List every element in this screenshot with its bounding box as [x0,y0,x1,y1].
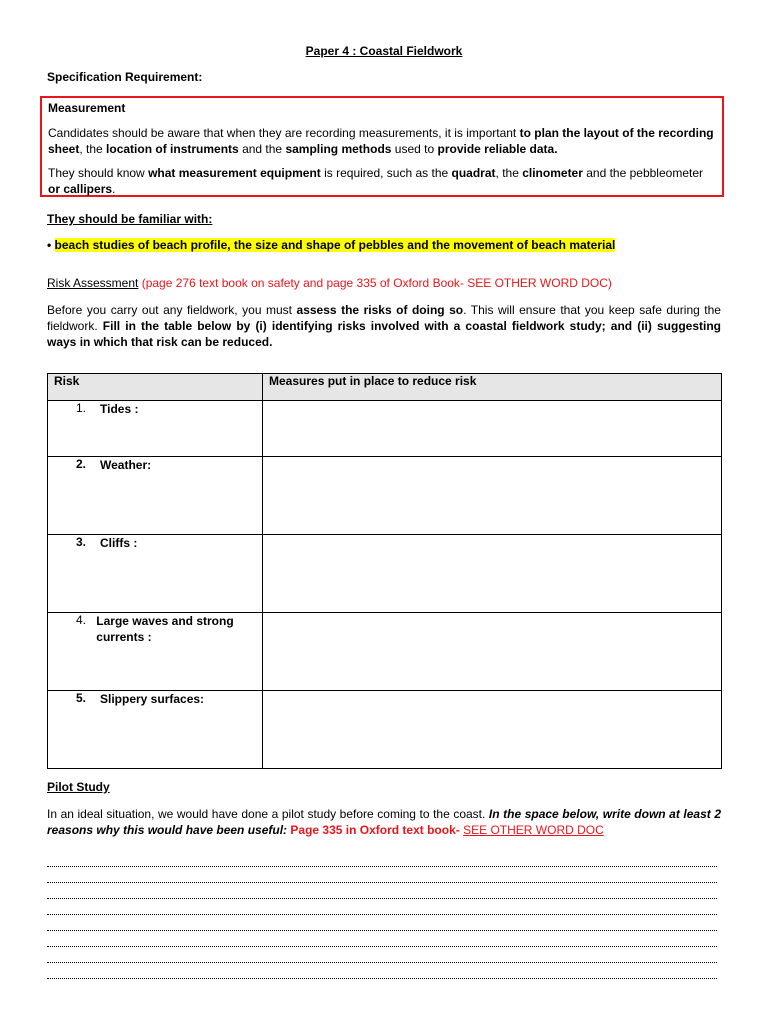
text-run: used to [391,142,438,156]
text-run-bold: sampling methods [285,142,392,156]
row-label: Large waves and strong currents : [96,614,234,644]
table-row [48,401,722,457]
text-run: Before you carry out any fieldwork, you must [47,303,297,317]
text-run-bold: to plan the layout of the recording sheet [48,126,714,156]
risk-cell [48,691,263,769]
red-underlined-reference: SEE OTHER WORD DOC [463,823,604,837]
text-run-bold: quadrat [451,166,496,180]
text-run: . [112,182,116,196]
text-run: Candidates should be aware that when they are recording measurements, it is important [48,126,520,140]
red-reference: Page 335 in Oxford text book- [290,823,464,837]
risk-intro [47,302,721,350]
text-run: . This will ensure that you keep safe during the fieldwork. [47,303,721,333]
pilot-study-text [47,806,721,838]
risk-assessment-heading [47,276,612,290]
row-label: Weather: [100,458,152,472]
risk-table [47,373,722,769]
text-run-bold: clinometer [522,166,583,180]
risk-heading-note: (page 276 text book on safety and page 335 of Oxford Book- SEE OTHER WORD DOC) [138,276,612,290]
answer-line[interactable] [47,899,717,915]
measurement-heading: Measurement [48,101,126,115]
answer-line[interactable] [47,867,717,883]
risk-cell [48,613,263,691]
page-title: Paper 4 : Coastal Fieldwork [305,44,463,58]
row-number: 2. [76,457,87,471]
answer-line[interactable] [47,851,717,867]
bullet-mark: • [47,238,55,252]
measures-cell[interactable] [263,691,722,769]
risk-cell [48,535,263,613]
bullet-item [47,238,615,252]
text-run-bold: Fill in the table below by (i) identifying risks involved with a coastal fieldwork study; and (ii) suggesting ways in which that risk can be reduced. [47,319,721,349]
pilot-study-heading: Pilot Study [47,780,110,794]
text-run: and the [238,142,286,156]
text-run: is required, such as the [320,166,452,180]
text-run-bold: assess the risks of doing so [296,303,464,317]
measurement-paragraph-2 [48,165,716,197]
column-header-risk: Risk [48,374,263,401]
measures-cell[interactable] [263,457,722,535]
text-run-bold: or callipers [48,182,113,196]
row-number: 1. [76,401,87,415]
answer-line[interactable] [47,931,717,947]
table-header-row [48,374,722,401]
text-run: In an ideal situation, we would have done a pilot study before coming to the coast. [47,807,489,821]
measures-cell[interactable] [263,535,722,613]
row-label: Cliffs : [100,536,138,550]
highlighted-text: beach studies of beach profile, the size and shape of pebbles and the movement of beach material [54,238,616,252]
measurement-box [40,96,724,197]
table-row [48,691,722,769]
row-label: Tides : [100,402,139,416]
text-run: They should know [48,166,149,180]
answer-line[interactable] [47,963,717,979]
table-row [48,457,722,535]
measurement-paragraph-1 [48,125,716,157]
measures-cell[interactable] [263,613,722,691]
answer-line[interactable] [47,947,717,963]
answer-line[interactable] [47,883,717,899]
spec-heading: Specification Requirement: [47,70,203,84]
text-run-bold-italic: In the space below, write down at least 2 reasons why this would have been useful: [47,807,721,837]
risk-cell [48,401,263,457]
row-number: 5. [76,691,87,705]
answer-lines[interactable] [47,851,717,979]
text-run-bold: what measurement equipment [148,166,321,180]
familiar-heading: They should be familiar with: [47,212,213,226]
text-run: and the pebbleometer [582,166,703,180]
risk-heading-label: Risk Assessment [47,276,139,290]
measures-cell[interactable] [263,401,722,457]
text-run-bold: location of instruments [106,142,239,156]
table-row [48,535,722,613]
answer-line[interactable] [47,915,717,931]
row-label: Slippery surfaces: [100,692,205,706]
text-run-bold: provide reliable data. [437,142,558,156]
text-run: , the [495,166,523,180]
risk-cell [48,457,263,535]
column-header-measures: Measures put in place to reduce risk [263,374,722,401]
row-number: 3. [76,535,87,549]
row-number: 4. [76,613,87,627]
text-run: , the [79,142,107,156]
table-row [48,613,722,691]
